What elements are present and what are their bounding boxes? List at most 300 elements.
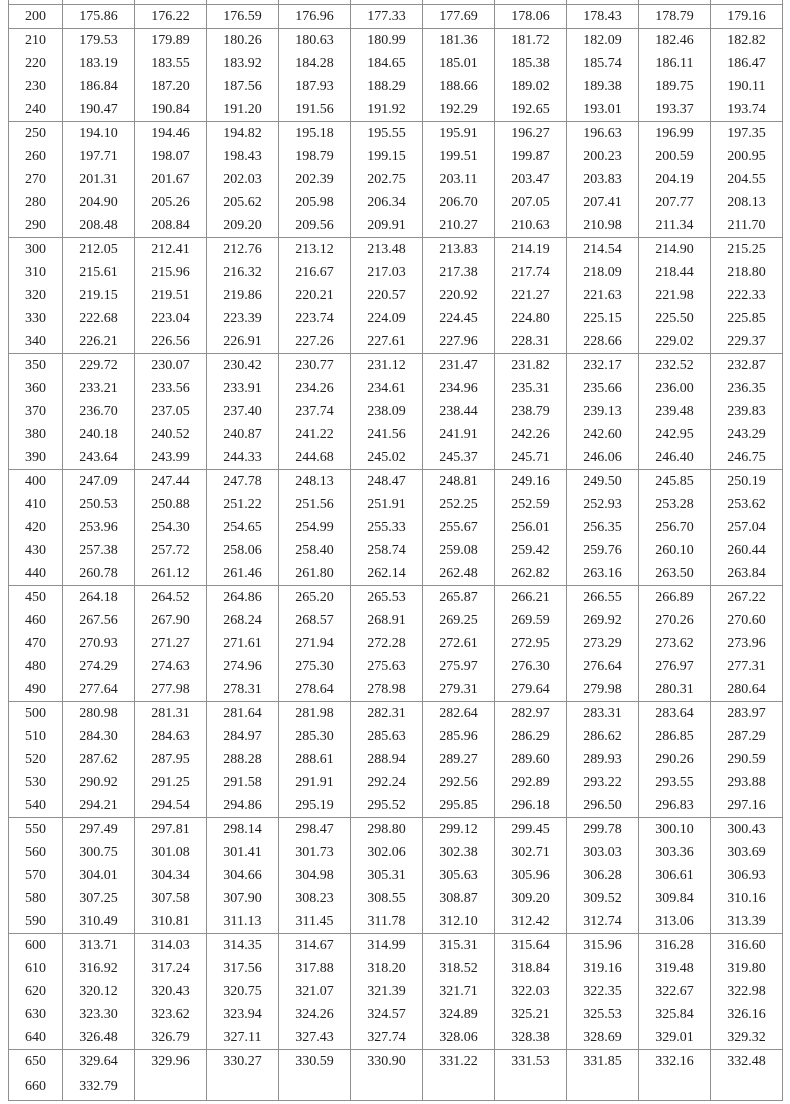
value-cell: 283.97	[711, 702, 783, 726]
value-cell: 275.63	[351, 655, 423, 678]
table-row	[9, 98, 783, 122]
value-cell: 272.28	[351, 632, 423, 655]
value-cell: 176.22	[135, 5, 207, 29]
value-cell: 226.91	[207, 330, 279, 354]
value-cell: 304.98	[279, 864, 351, 887]
value-cell: 289.27	[423, 748, 495, 771]
value-cell: 319.80	[711, 957, 783, 980]
value-cell: 323.94	[207, 1003, 279, 1026]
value-cell: 256.01	[495, 516, 567, 539]
value-cell: 302.71	[495, 841, 567, 864]
value-cell: 196.99	[639, 122, 711, 146]
value-cell: 187.93	[279, 75, 351, 98]
value-cell: 318.84	[495, 957, 567, 980]
table-row	[9, 400, 783, 423]
value-cell: 307.58	[135, 887, 207, 910]
value-cell: 305.63	[423, 864, 495, 887]
value-cell: 283.64	[639, 702, 711, 726]
temperature-cell: 520	[9, 748, 63, 771]
value-cell: 199.87	[495, 145, 567, 168]
temperature-cell: 630	[9, 1003, 63, 1026]
value-cell: 267.56	[63, 609, 135, 632]
value-cell: 290.92	[63, 771, 135, 794]
value-cell: 243.64	[63, 446, 135, 470]
value-cell: 310.16	[711, 887, 783, 910]
table-row	[9, 145, 783, 168]
table-row	[9, 470, 783, 494]
value-cell: 294.21	[63, 794, 135, 818]
value-cell: 202.39	[279, 168, 351, 191]
value-cell: 247.09	[63, 470, 135, 494]
value-cell: 270.93	[63, 632, 135, 655]
value-cell: 177.33	[351, 5, 423, 29]
value-cell: 210.27	[423, 214, 495, 238]
value-cell: 326.16	[711, 1003, 783, 1026]
value-cell: 182.09	[567, 29, 639, 53]
value-cell: 207.77	[639, 191, 711, 214]
temperature-cell: 450	[9, 586, 63, 610]
value-cell: 309.52	[567, 887, 639, 910]
value-cell	[567, 1073, 639, 1101]
value-cell: 181.36	[423, 29, 495, 53]
table-row	[9, 1073, 783, 1101]
table-body	[9, 0, 783, 1101]
value-cell: 297.16	[711, 794, 783, 818]
value-cell: 217.03	[351, 261, 423, 284]
value-cell: 278.64	[279, 678, 351, 702]
value-cell: 227.61	[351, 330, 423, 354]
value-cell: 235.66	[567, 377, 639, 400]
value-cell: 293.88	[711, 771, 783, 794]
value-cell: 204.90	[63, 191, 135, 214]
value-cell: 313.71	[63, 934, 135, 958]
value-cell: 209.91	[351, 214, 423, 238]
value-cell: 200.95	[711, 145, 783, 168]
table-row	[9, 1050, 783, 1074]
value-cell: 203.47	[495, 168, 567, 191]
table-row	[9, 377, 783, 400]
value-cell: 301.41	[207, 841, 279, 864]
value-cell: 291.58	[207, 771, 279, 794]
temperature-cell: 590	[9, 910, 63, 934]
value-cell: 266.55	[567, 586, 639, 610]
table-row	[9, 910, 783, 934]
value-cell: 305.96	[495, 864, 567, 887]
value-cell: 294.54	[135, 794, 207, 818]
value-cell: 248.47	[351, 470, 423, 494]
value-cell: 216.67	[279, 261, 351, 284]
value-cell: 196.63	[567, 122, 639, 146]
table-row	[9, 354, 783, 378]
table-row	[9, 887, 783, 910]
value-cell: 326.48	[63, 1026, 135, 1050]
value-cell: 280.64	[711, 678, 783, 702]
value-cell: 316.60	[711, 934, 783, 958]
value-cell: 241.56	[351, 423, 423, 446]
value-cell: 323.30	[63, 1003, 135, 1026]
value-cell: 207.05	[495, 191, 567, 214]
value-cell: 279.64	[495, 678, 567, 702]
value-cell: 176.96	[279, 5, 351, 29]
value-cell: 330.27	[207, 1050, 279, 1074]
value-cell: 219.51	[135, 284, 207, 307]
value-cell: 213.83	[423, 238, 495, 262]
value-cell: 282.31	[351, 702, 423, 726]
table-row	[9, 818, 783, 842]
value-cell: 290.59	[711, 748, 783, 771]
value-cell: 331.22	[423, 1050, 495, 1074]
value-cell: 329.96	[135, 1050, 207, 1074]
value-cell: 287.29	[711, 725, 783, 748]
value-cell: 266.21	[495, 586, 567, 610]
value-cell: 270.26	[639, 609, 711, 632]
value-cell: 295.52	[351, 794, 423, 818]
value-cell: 271.27	[135, 632, 207, 655]
value-cell: 296.83	[639, 794, 711, 818]
value-cell: 263.50	[639, 562, 711, 586]
temperature-cell: 640	[9, 1026, 63, 1050]
value-cell: 314.67	[279, 934, 351, 958]
value-cell: 242.60	[567, 423, 639, 446]
value-cell: 332.48	[711, 1050, 783, 1074]
value-cell: 287.95	[135, 748, 207, 771]
temperature-cell: 310	[9, 261, 63, 284]
value-cell: 186.84	[63, 75, 135, 98]
value-cell: 325.84	[639, 1003, 711, 1026]
value-cell: 215.25	[711, 238, 783, 262]
value-cell: 285.96	[423, 725, 495, 748]
value-cell: 197.71	[63, 145, 135, 168]
value-cell: 186.11	[639, 52, 711, 75]
value-cell: 312.74	[567, 910, 639, 934]
value-cell: 299.78	[567, 818, 639, 842]
temperature-cell: 470	[9, 632, 63, 655]
value-cell: 191.56	[279, 98, 351, 122]
value-cell: 231.12	[351, 354, 423, 378]
value-cell: 244.33	[207, 446, 279, 470]
value-cell: 203.83	[567, 168, 639, 191]
table-row	[9, 1003, 783, 1026]
temperature-cell: 360	[9, 377, 63, 400]
value-cell: 257.38	[63, 539, 135, 562]
value-cell: 179.16	[711, 5, 783, 29]
value-cell: 229.72	[63, 354, 135, 378]
value-cell: 220.92	[423, 284, 495, 307]
value-cell: 276.97	[639, 655, 711, 678]
value-cell: 190.47	[63, 98, 135, 122]
value-cell: 304.34	[135, 864, 207, 887]
value-cell: 324.57	[351, 1003, 423, 1026]
table-row	[9, 307, 783, 330]
value-cell: 214.19	[495, 238, 567, 262]
value-cell: 254.99	[279, 516, 351, 539]
value-cell: 258.40	[279, 539, 351, 562]
value-cell: 253.96	[63, 516, 135, 539]
value-cell: 322.35	[567, 980, 639, 1003]
value-cell: 307.25	[63, 887, 135, 910]
value-cell: 329.64	[63, 1050, 135, 1074]
value-cell: 211.34	[639, 214, 711, 238]
value-cell: 311.78	[351, 910, 423, 934]
value-cell: 281.98	[279, 702, 351, 726]
table-row	[9, 655, 783, 678]
temperature-cell: 250	[9, 122, 63, 146]
temperature-cell: 210	[9, 29, 63, 53]
temperature-cell: 620	[9, 980, 63, 1003]
value-cell: 286.62	[567, 725, 639, 748]
value-cell: 268.24	[207, 609, 279, 632]
value-cell: 264.52	[135, 586, 207, 610]
value-cell: 233.21	[63, 377, 135, 400]
value-cell: 300.75	[63, 841, 135, 864]
value-cell: 246.06	[567, 446, 639, 470]
value-cell: 276.64	[567, 655, 639, 678]
value-cell: 232.87	[711, 354, 783, 378]
value-cell: 249.16	[495, 470, 567, 494]
value-cell: 292.24	[351, 771, 423, 794]
value-cell: 251.91	[351, 493, 423, 516]
value-cell: 264.86	[207, 586, 279, 610]
value-cell: 311.13	[207, 910, 279, 934]
value-cell: 233.56	[135, 377, 207, 400]
temperature-cell: 560	[9, 841, 63, 864]
value-cell: 322.67	[639, 980, 711, 1003]
value-cell: 265.87	[423, 586, 495, 610]
value-cell: 239.48	[639, 400, 711, 423]
value-cell: 307.90	[207, 887, 279, 910]
table-row	[9, 493, 783, 516]
value-cell: 316.92	[63, 957, 135, 980]
value-cell: 192.65	[495, 98, 567, 122]
value-cell: 212.76	[207, 238, 279, 262]
value-cell: 262.14	[351, 562, 423, 586]
value-cell: 246.75	[711, 446, 783, 470]
value-cell: 261.46	[207, 562, 279, 586]
value-cell: 303.36	[639, 841, 711, 864]
value-cell: 224.09	[351, 307, 423, 330]
resistance-lookup-table	[8, 0, 783, 1101]
value-cell	[351, 1073, 423, 1101]
value-cell: 277.64	[63, 678, 135, 702]
value-cell: 257.72	[135, 539, 207, 562]
value-cell: 209.20	[207, 214, 279, 238]
value-cell: 267.22	[711, 586, 783, 610]
value-cell: 189.38	[567, 75, 639, 98]
value-cell: 206.70	[423, 191, 495, 214]
value-cell: 195.18	[279, 122, 351, 146]
value-cell: 250.19	[711, 470, 783, 494]
value-cell: 301.08	[135, 841, 207, 864]
value-cell: 318.52	[423, 957, 495, 980]
value-cell: 274.29	[63, 655, 135, 678]
value-cell: 197.35	[711, 122, 783, 146]
value-cell	[423, 1073, 495, 1101]
value-cell: 179.53	[63, 29, 135, 53]
value-cell: 213.48	[351, 238, 423, 262]
value-cell: 310.81	[135, 910, 207, 934]
value-cell: 255.33	[351, 516, 423, 539]
value-cell: 179.89	[135, 29, 207, 53]
value-cell: 238.44	[423, 400, 495, 423]
value-cell: 247.78	[207, 470, 279, 494]
value-cell: 322.98	[711, 980, 783, 1003]
value-cell: 227.26	[279, 330, 351, 354]
value-cell: 234.61	[351, 377, 423, 400]
value-cell: 329.32	[711, 1026, 783, 1050]
temperature-cell: 200	[9, 5, 63, 29]
value-cell: 255.67	[423, 516, 495, 539]
value-cell: 250.88	[135, 493, 207, 516]
temperature-cell: 420	[9, 516, 63, 539]
value-cell: 211.70	[711, 214, 783, 238]
value-cell: 274.96	[207, 655, 279, 678]
value-cell: 273.96	[711, 632, 783, 655]
value-cell: 218.09	[567, 261, 639, 284]
temperature-cell: 550	[9, 818, 63, 842]
value-cell: 231.47	[423, 354, 495, 378]
table-row	[9, 609, 783, 632]
temperature-cell: 370	[9, 400, 63, 423]
value-cell: 277.31	[711, 655, 783, 678]
value-cell: 202.75	[351, 168, 423, 191]
value-cell: 298.14	[207, 818, 279, 842]
temperature-cell: 240	[9, 98, 63, 122]
value-cell: 212.41	[135, 238, 207, 262]
value-cell: 300.43	[711, 818, 783, 842]
value-cell: 184.65	[351, 52, 423, 75]
temperature-cell: 350	[9, 354, 63, 378]
temperature-cell: 280	[9, 191, 63, 214]
value-cell: 248.13	[279, 470, 351, 494]
temperature-cell: 460	[9, 609, 63, 632]
value-cell: 258.06	[207, 539, 279, 562]
value-cell: 320.12	[63, 980, 135, 1003]
table-row	[9, 748, 783, 771]
value-cell: 319.16	[567, 957, 639, 980]
temperature-cell: 490	[9, 678, 63, 702]
temperature-cell: 660	[9, 1073, 63, 1101]
value-cell: 199.15	[351, 145, 423, 168]
value-cell: 229.37	[711, 330, 783, 354]
value-cell: 204.55	[711, 168, 783, 191]
value-cell: 221.98	[639, 284, 711, 307]
table-row	[9, 214, 783, 238]
value-cell: 182.82	[711, 29, 783, 53]
value-cell: 221.63	[567, 284, 639, 307]
value-cell: 297.49	[63, 818, 135, 842]
value-cell: 314.35	[207, 934, 279, 958]
value-cell: 191.20	[207, 98, 279, 122]
value-cell: 324.89	[423, 1003, 495, 1026]
table-row	[9, 702, 783, 726]
value-cell: 268.57	[279, 609, 351, 632]
value-cell: 193.01	[567, 98, 639, 122]
table-row	[9, 771, 783, 794]
table-row	[9, 122, 783, 146]
value-cell: 225.85	[711, 307, 783, 330]
value-cell: 293.55	[639, 771, 711, 794]
value-cell: 318.20	[351, 957, 423, 980]
value-cell: 311.45	[279, 910, 351, 934]
value-cell: 178.43	[567, 5, 639, 29]
value-cell: 325.21	[495, 1003, 567, 1026]
value-cell: 310.49	[63, 910, 135, 934]
table-row	[9, 261, 783, 284]
value-cell: 302.06	[351, 841, 423, 864]
value-cell: 308.87	[423, 887, 495, 910]
value-cell: 224.80	[495, 307, 567, 330]
value-cell: 292.56	[423, 771, 495, 794]
value-cell: 269.59	[495, 609, 567, 632]
value-cell: 194.82	[207, 122, 279, 146]
value-cell: 315.31	[423, 934, 495, 958]
value-cell: 262.48	[423, 562, 495, 586]
value-cell: 228.31	[495, 330, 567, 354]
value-cell: 265.20	[279, 586, 351, 610]
value-cell: 215.96	[135, 261, 207, 284]
value-cell: 252.93	[567, 493, 639, 516]
value-cell: 217.74	[495, 261, 567, 284]
value-cell: 230.07	[135, 354, 207, 378]
value-cell: 242.95	[639, 423, 711, 446]
value-cell: 226.21	[63, 330, 135, 354]
value-cell: 213.12	[279, 238, 351, 262]
value-cell: 259.42	[495, 539, 567, 562]
temperature-cell: 390	[9, 446, 63, 470]
value-cell: 208.48	[63, 214, 135, 238]
value-cell: 240.87	[207, 423, 279, 446]
value-cell: 265.53	[351, 586, 423, 610]
value-cell: 185.38	[495, 52, 567, 75]
value-cell: 331.53	[495, 1050, 567, 1074]
value-cell: 236.00	[639, 377, 711, 400]
value-cell: 329.01	[639, 1026, 711, 1050]
value-cell: 303.03	[567, 841, 639, 864]
value-cell: 230.42	[207, 354, 279, 378]
value-cell: 188.66	[423, 75, 495, 98]
value-cell: 192.29	[423, 98, 495, 122]
value-cell: 189.75	[639, 75, 711, 98]
value-cell: 286.85	[639, 725, 711, 748]
value-cell: 305.31	[351, 864, 423, 887]
temperature-cell: 500	[9, 702, 63, 726]
value-cell: 263.16	[567, 562, 639, 586]
value-cell	[711, 1073, 783, 1101]
value-cell: 272.61	[423, 632, 495, 655]
value-cell: 180.63	[279, 29, 351, 53]
value-cell: 264.18	[63, 586, 135, 610]
value-cell: 292.89	[495, 771, 567, 794]
value-cell: 263.84	[711, 562, 783, 586]
temperature-cell: 330	[9, 307, 63, 330]
value-cell: 296.50	[567, 794, 639, 818]
value-cell: 182.46	[639, 29, 711, 53]
value-cell: 243.99	[135, 446, 207, 470]
value-cell: 259.08	[423, 539, 495, 562]
table-row	[9, 678, 783, 702]
value-cell: 252.25	[423, 493, 495, 516]
value-cell: 321.07	[279, 980, 351, 1003]
value-cell: 175.86	[63, 5, 135, 29]
value-cell: 281.64	[207, 702, 279, 726]
temperature-cell: 220	[9, 52, 63, 75]
value-cell: 241.22	[279, 423, 351, 446]
value-cell: 239.13	[567, 400, 639, 423]
value-cell: 317.88	[279, 957, 351, 980]
value-cell: 189.02	[495, 75, 567, 98]
value-cell: 272.95	[495, 632, 567, 655]
value-cell: 293.22	[567, 771, 639, 794]
